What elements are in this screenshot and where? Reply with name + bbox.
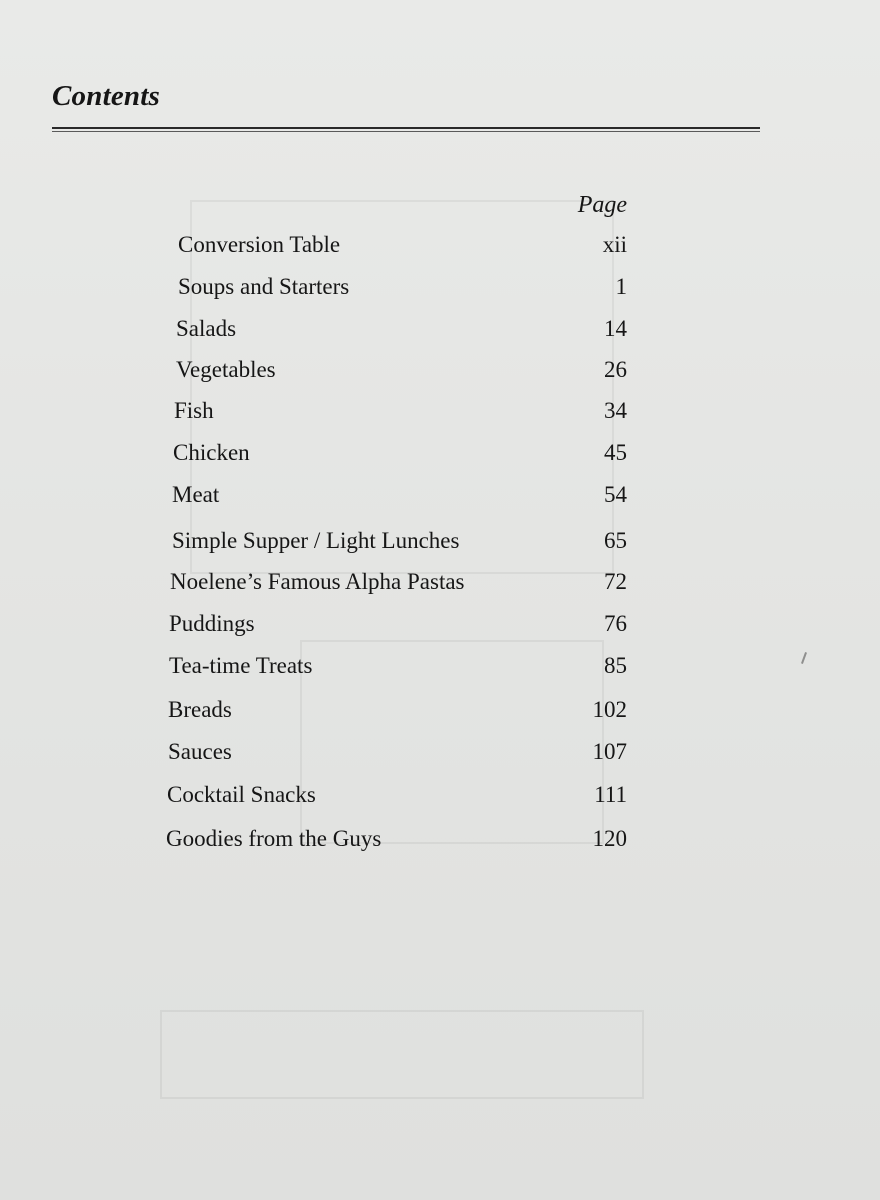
toc-entry-page: 34	[604, 398, 627, 423]
toc-entry-title: Simple Supper / Light Lunches	[172, 528, 460, 553]
toc-entry-title: Salads	[176, 316, 237, 341]
toc-entry-title: Breads	[168, 697, 232, 722]
toc-entry-title: Fish	[174, 398, 214, 423]
toc-entry-page: 54	[604, 482, 627, 507]
toc-entry-page: 65	[604, 528, 627, 553]
show-through-box	[160, 1010, 644, 1099]
toc-entry-title: Meat	[172, 482, 220, 507]
toc-entry-page: 45	[604, 440, 627, 465]
page-title: Contents	[52, 80, 160, 112]
page-column-label: Page	[577, 192, 627, 218]
toc-entry-title: Sauces	[168, 739, 232, 764]
header-rule	[52, 127, 760, 129]
toc-entry-page: 102	[592, 697, 627, 722]
toc-entry-title: Vegetables	[176, 357, 276, 382]
toc-entry-page: 76	[604, 611, 627, 636]
toc-entry-page: 14	[604, 316, 627, 341]
toc-entry-title: Puddings	[169, 611, 255, 636]
toc-entry-page: 111	[594, 782, 627, 807]
toc-entry-title: Noelene’s Famous Alpha Pastas	[170, 569, 465, 594]
toc-entry-title: Cocktail Snacks	[167, 782, 316, 807]
toc-entry-title: Goodies from the Guys	[166, 826, 382, 851]
toc-entry-title: Soups and Starters	[178, 274, 350, 299]
toc-entry-page: 107	[592, 739, 627, 764]
header-rule-thin	[52, 131, 760, 132]
toc-entry-page: 1	[615, 274, 627, 299]
toc-entry-title: Tea-time Treats	[169, 653, 313, 678]
toc-entry-title: Chicken	[173, 440, 250, 465]
toc-entry-page: 72	[604, 569, 627, 594]
pencil-mark	[801, 652, 807, 664]
toc-entry-title: Conversion Table	[178, 232, 341, 257]
toc-entry-page: xii	[602, 232, 627, 257]
toc-entry-page: 85	[604, 653, 627, 678]
toc-entry-page: 26	[604, 357, 627, 382]
toc-entry-page: 120	[592, 826, 627, 851]
